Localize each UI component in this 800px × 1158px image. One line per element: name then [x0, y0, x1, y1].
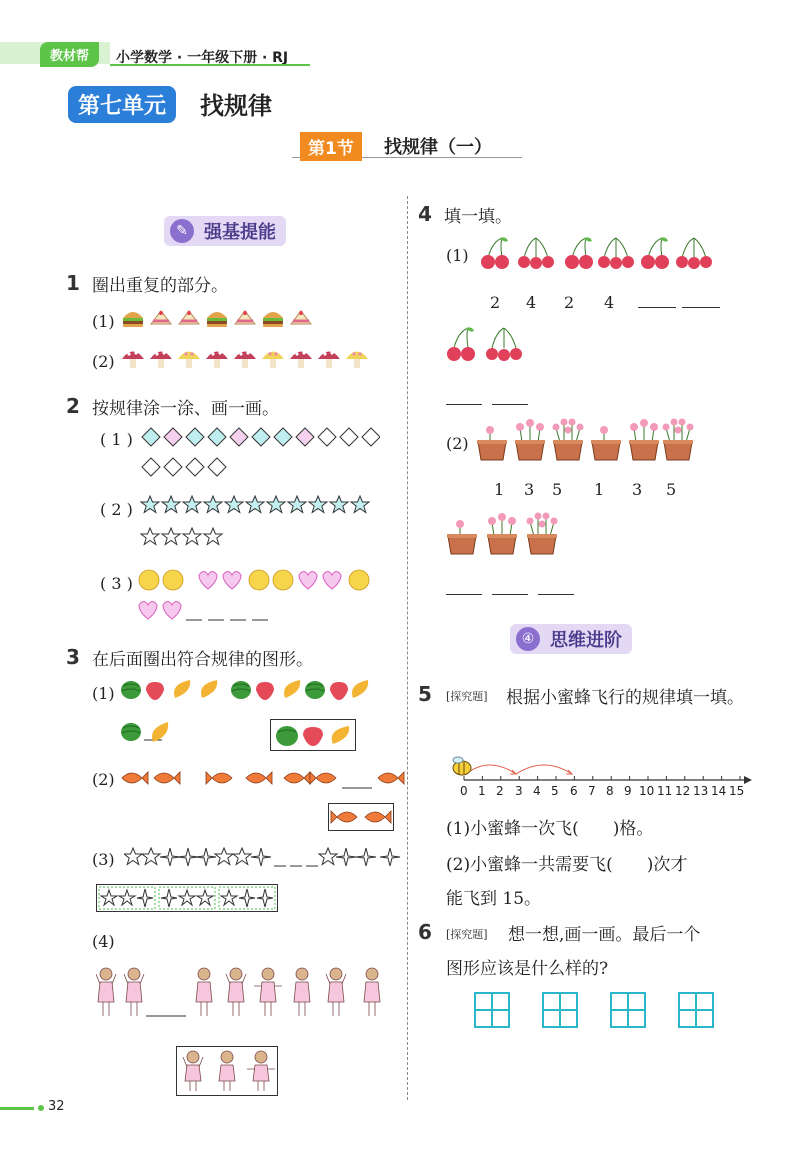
q3-sub2: (2) [92, 770, 115, 789]
nl-label: 15 [729, 784, 745, 798]
q3-fish [120, 766, 410, 792]
mushroom-yellow-icon [260, 346, 286, 370]
q4-number: 4 [418, 202, 432, 226]
q4-sub2: (2) [446, 434, 469, 453]
q4-text: 填一填。 [444, 207, 512, 227]
q4-num2-1: 1 [494, 480, 505, 499]
q4-num-2: 4 [526, 293, 537, 312]
q4-num-1: 2 [490, 293, 501, 312]
q6-number: 6 [418, 920, 432, 944]
section-title: 找规律（一） [384, 137, 492, 158]
q3-stars-row [124, 846, 408, 870]
q2-sub3: ( 3 ) [100, 574, 133, 593]
nl-label: 2 [496, 784, 504, 798]
q4-num2-2: 3 [524, 480, 535, 499]
cake-icon [288, 306, 314, 330]
q4-num-3: 2 [564, 293, 575, 312]
q4-num2-6: 5 [666, 480, 677, 499]
nl-label: 1 [478, 784, 486, 798]
mushroom-red-icon [120, 346, 146, 370]
q4-blank-6[interactable] [492, 594, 528, 595]
q6-grid-4[interactable] [678, 992, 714, 1028]
mushroom-red-icon [288, 346, 314, 370]
q5-part2a: (2)小蜜蜂一共需要飞( )次才 [446, 855, 688, 875]
hamburger-icon [260, 306, 286, 330]
q3-3-choice-box[interactable] [96, 884, 278, 912]
unit-badge: 第七单元 [68, 86, 176, 123]
q4-num2-4: 1 [594, 480, 605, 499]
header-line [110, 64, 310, 66]
q5-numberline-labels [460, 784, 760, 800]
cake-icon [176, 306, 202, 330]
section-badge: 第1节 [300, 132, 362, 161]
mushroom-red-icon [232, 346, 258, 370]
q2-text: 按规律涂一涂、画一画。 [92, 399, 279, 419]
q1-row1 [120, 306, 314, 330]
nl-label: 7 [588, 784, 596, 798]
nl-label: 12 [675, 784, 691, 798]
q3-1-choices [271, 720, 355, 750]
q3-dancers [96, 966, 396, 1022]
q3-text: 在后面圈出符合规律的图形。 [92, 650, 313, 670]
q2-faces-hearts [138, 568, 378, 628]
mushroom-yellow-icon [344, 346, 370, 370]
q2-number: 2 [66, 394, 80, 418]
nl-label: 8 [606, 784, 614, 798]
cake-icon [148, 306, 174, 330]
mushroom-red-icon [316, 346, 342, 370]
nl-label: 13 [693, 784, 709, 798]
nl-label: 10 [639, 784, 655, 798]
nl-label: 4 [533, 784, 541, 798]
q4-blank-3[interactable] [446, 404, 482, 405]
footer-bar [0, 1107, 34, 1110]
q5-part1: (1)小蜜蜂一次飞( )格。 [446, 819, 654, 839]
q1-text: 圈出重复的部分。 [92, 276, 228, 296]
nl-label: 14 [711, 784, 727, 798]
q2-stars [140, 494, 380, 554]
q4-cherries-row [478, 236, 728, 276]
book-title: 小学数学 · 一年级下册 · RJ [116, 50, 289, 66]
q4-num2-5: 3 [632, 480, 643, 499]
q1-sub1: (1) [92, 312, 115, 331]
bee-icon [453, 757, 471, 775]
q5-tag: [探究题] [446, 690, 488, 703]
column-divider [407, 196, 408, 1100]
q6-grid-3 [610, 992, 646, 1028]
footer-dot [38, 1105, 44, 1111]
q3-number: 3 [66, 645, 80, 669]
mushroom-red-icon [204, 346, 230, 370]
pill-basic-label: 强基提能 [164, 216, 286, 246]
q1-sub2: (2) [92, 352, 115, 371]
mushroom-yellow-icon [176, 346, 202, 370]
q3-4-choice-box[interactable] [176, 1046, 278, 1096]
q1-number: 1 [66, 271, 80, 295]
q3-1-choice-box[interactable] [270, 719, 356, 751]
q5-part2b: 能飞到 15。 [446, 889, 542, 909]
q3-sub4: (4) [92, 932, 115, 951]
q3-3-choices [97, 885, 277, 911]
q5-text: 根据小蜜蜂飞行的规律填一填。 [506, 688, 744, 708]
q4-blank-2[interactable] [682, 307, 720, 308]
pill-advanced [510, 624, 632, 654]
nl-label: 3 [515, 784, 523, 798]
q6-tag: [探究题] [446, 928, 488, 941]
q3-2-choice-box[interactable] [328, 803, 394, 831]
cake-icon [232, 306, 258, 330]
q3-sub3: (3) [92, 850, 115, 869]
q5-number: 5 [418, 682, 432, 706]
q4-blank-4[interactable] [492, 404, 528, 405]
unit-title: 找规律 [200, 92, 272, 120]
pencil-icon: ✎ [170, 219, 194, 243]
q4-sub1: (1) [446, 246, 469, 265]
medal-icon: ④ [516, 627, 540, 651]
book-tag: 教材帮 [40, 42, 99, 67]
mushroom-red-icon [148, 346, 174, 370]
section-header [292, 132, 522, 158]
q6-grid-1 [474, 992, 510, 1028]
nl-label: 11 [657, 784, 673, 798]
q4-pots-row2 [444, 512, 564, 558]
q4-blank-1[interactable] [638, 307, 676, 308]
nl-label: 6 [570, 784, 578, 798]
q2-sub1: ( 1 ) [100, 430, 133, 449]
q4-pots-row [474, 418, 694, 464]
q4-num2-3: 5 [552, 480, 563, 499]
q6-grid-2 [542, 992, 578, 1028]
q3-2-choices [329, 804, 393, 830]
hamburger-icon [204, 306, 230, 330]
q1-row2 [120, 346, 370, 370]
q4-num-4: 4 [604, 293, 615, 312]
q2-sub2: ( 2 ) [100, 500, 133, 519]
q3-4-choices [177, 1047, 277, 1095]
q6-text2: 图形应该是什么样的? [446, 959, 609, 979]
q3-sub1: (1) [92, 684, 115, 703]
pill-advanced-label: 思维进阶 [510, 624, 632, 654]
nl-label: 0 [460, 784, 468, 798]
q6-text: 想一想,画一画。最后一个 [508, 925, 701, 945]
q2-diamonds [140, 426, 380, 482]
q4-cherries-row2 [444, 326, 534, 366]
q4-blank-5[interactable] [446, 594, 482, 595]
page-number: 32 [48, 1099, 65, 1114]
nl-label: 5 [551, 784, 559, 798]
pill-basic [164, 216, 286, 246]
q4-blank-7[interactable] [538, 594, 574, 595]
nl-label: 9 [624, 784, 632, 798]
hamburger-icon [120, 306, 146, 330]
